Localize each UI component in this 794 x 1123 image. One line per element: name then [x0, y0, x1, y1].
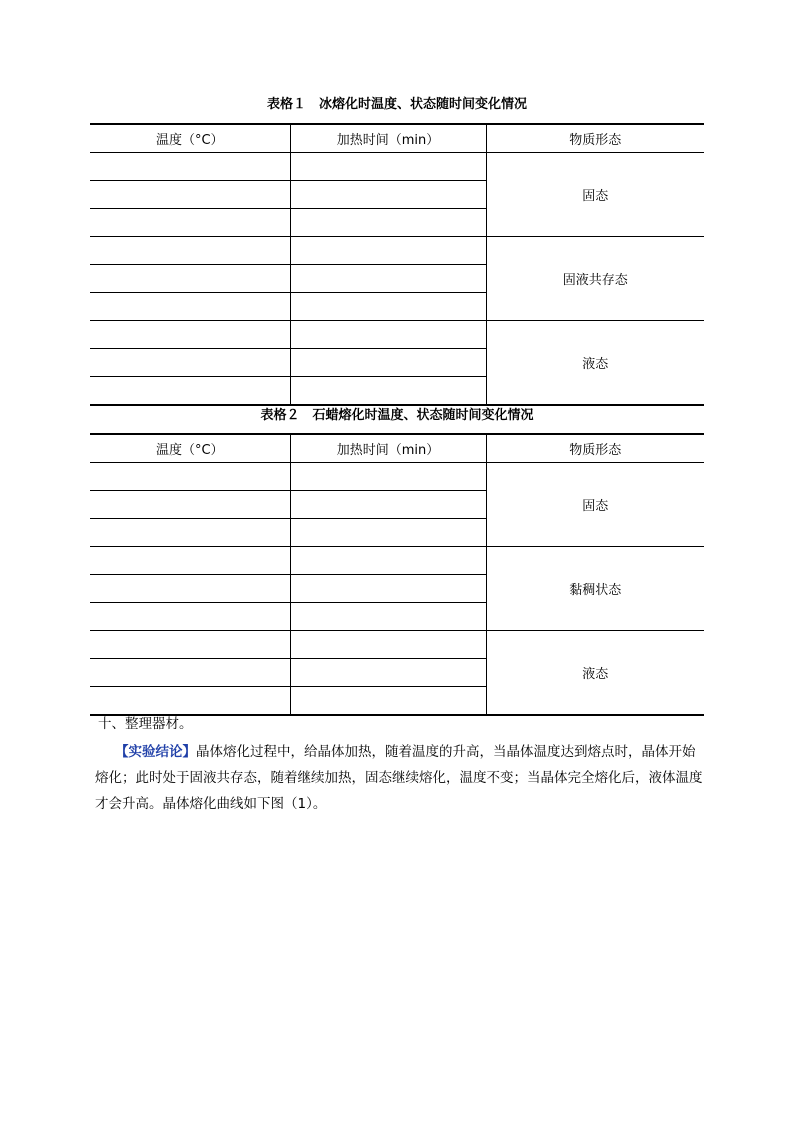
cell-temperature	[90, 237, 290, 265]
cell-temperature	[90, 491, 290, 519]
table1-caption: 表格１ 冰熔化时温度、状态随时间变化情况	[266, 97, 527, 112]
table-row	[90, 321, 704, 349]
cell-temperature	[90, 463, 290, 491]
conclusion-body: 晶体熔化过程中，给晶体加热，随着温度的升高，当晶体温度达到熔点时，晶体开始熔化；此时处于固液共存态，随着继续加热，固态继续熔化，温度不变；当晶体完全熔化后，液体温度才会升高。晶体熔化曲线如下图（1）。	[95, 744, 703, 812]
table-row	[90, 237, 704, 265]
conclusion-paragraph	[95, 739, 707, 817]
header-temperature: 温度（°C）	[90, 124, 290, 153]
cell-time	[290, 377, 486, 406]
cell-temperature	[90, 603, 290, 631]
table1-ice-melting	[90, 123, 704, 406]
state-solid-liquid: 固液共存态	[486, 237, 704, 321]
cell-temperature	[90, 293, 290, 321]
header-heating-time: 加热时间（min）	[290, 124, 486, 153]
state-viscous: 黏稠状态	[486, 547, 704, 631]
cell-time	[290, 153, 486, 181]
table2-caption: 表格２ 石蜡熔化时温度、状态随时间变化情况	[260, 408, 534, 423]
table-row	[90, 631, 704, 659]
header-state: 物质形态	[486, 124, 704, 153]
cell-time	[290, 349, 486, 377]
state-liquid: 液态	[486, 321, 704, 406]
conclusion-label: 【实验结论】	[115, 744, 196, 760]
cell-time	[290, 209, 486, 237]
table-row	[90, 153, 704, 181]
table-header-row	[90, 124, 704, 153]
header-state: 物质形态	[486, 434, 704, 463]
cell-time	[290, 519, 486, 547]
cell-temperature	[90, 377, 290, 406]
table-row	[90, 547, 704, 575]
table-row	[90, 463, 704, 491]
cell-time	[290, 603, 486, 631]
cell-temperature	[90, 519, 290, 547]
cell-temperature	[90, 321, 290, 349]
cell-time	[290, 265, 486, 293]
cell-temperature	[90, 659, 290, 687]
cell-temperature	[90, 575, 290, 603]
cell-time	[290, 463, 486, 491]
header-temperature: 温度（°C）	[90, 434, 290, 463]
state-solid: 固态	[486, 463, 704, 547]
state-solid: 固态	[486, 153, 704, 237]
cell-time	[290, 491, 486, 519]
table-header-row	[90, 434, 704, 463]
cell-time	[290, 181, 486, 209]
cell-temperature	[90, 153, 290, 181]
cell-temperature	[90, 181, 290, 209]
cell-temperature	[90, 349, 290, 377]
cell-time	[290, 237, 486, 265]
cell-temperature	[90, 209, 290, 237]
cell-time	[290, 631, 486, 659]
step-ten-text: 十、整理器材。	[98, 716, 193, 732]
cell-time	[290, 547, 486, 575]
cell-temperature	[90, 631, 290, 659]
state-liquid: 液态	[486, 631, 704, 716]
cell-time	[290, 575, 486, 603]
cell-temperature	[90, 265, 290, 293]
cell-time	[290, 293, 486, 321]
cell-temperature	[90, 547, 290, 575]
cell-time	[290, 659, 486, 687]
table2-paraffin-melting	[90, 433, 704, 716]
header-heating-time: 加热时间（min）	[290, 434, 486, 463]
cell-time	[290, 321, 486, 349]
